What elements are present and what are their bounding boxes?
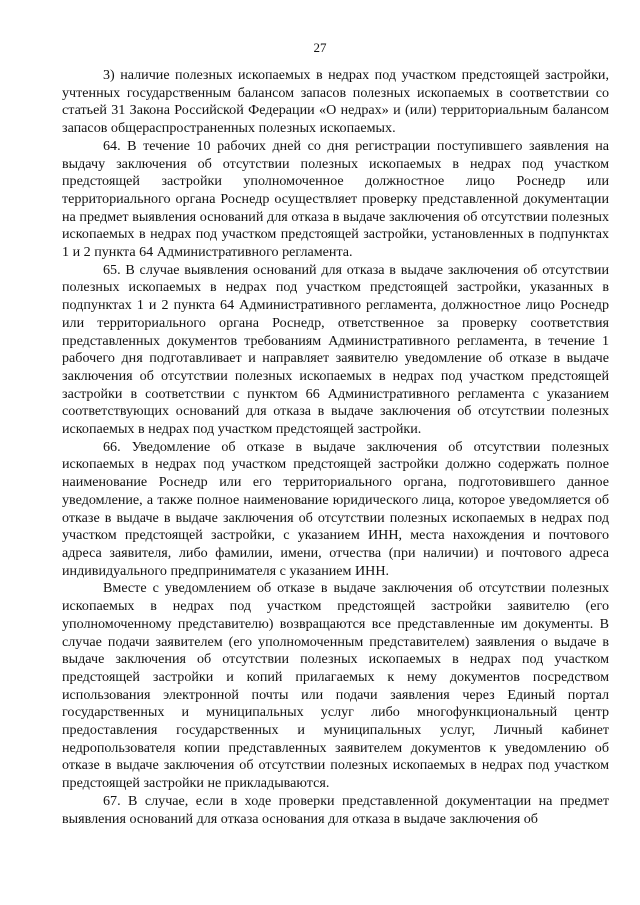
paragraph-65: 65. В случае выявления оснований для отказа в выдаче заключения об отсутствии полезных ископаемых в недрах под участком предстоящей застройки, указанных в подпунктах 1 и 2 пункта 64 Административного регламента, должностное лицо Роснедр или территориального органа Роснедр, ответственное за проверку соответствия представленных документов требованиям Административного регламента, в течение 1 рабочего дня подготавливает и направляет заявителю уведомление об отказе в выдаче заключения об отсутствии полезных ископаемых в недрах под участком предстоящей застройки в соответствии с пунктом 66 Административного регламента с указанием соответствующих оснований для отказа в выдаче заключения об отсутствии полезных ископаемых в недрах под участком предстоящей застройки.: [62, 261, 609, 438]
paragraph-66-continuation: Вместе с уведомлением об отказе в выдаче заключения об отсутствии полезных ископаемых в недрах под участком предстоящей застройки заявителю (его уполномоченному представителю) возвращаются все представленные им документы. В случае подачи заявителем (его уполномоченным представителем) заявления о выдаче в выдаче заключения об отсутствии полезных ископаемых в недрах под участком предстоящей застройки и копий прилагаемых к нему документов посредством использования электронной почты или подачи заявления через Единый портал государственных и муниципальных услуг либо многофункциональный центр предоставления государственных и муниципальных услуг, Личный кабинет недропользователя копии представленных заявителем документов к уведомлению об отказе в выдаче заключения об отсутствии полезных ископаемых в недрах под участком предстоящей застройки не прикладываются.: [62, 580, 609, 792]
paragraph-66: 66. Уведомление об отказе в выдаче заключения об отсутствии полезных ископаемых в недрах под участком предстоящей застройки должно содержать полное наименование Роснедр или его территориального органа, подготовившего данное уведомление, а также полное наименование юридического лица, которое уведомляется об отказе в выдаче в выдаче заключения об отсутствии полезных ископаемых в недрах под участком предстоящей застройки, с указанием ИНН, места нахождения и почтового адреса заявителя, либо фамилии, имени, отчества (при наличии) и почтового адреса индивидуального предпринимателя с указанием ИНН.: [62, 438, 609, 579]
document-body: [62, 67, 609, 828]
page-number: 27: [313, 40, 327, 55]
paragraph-item-3: 3) наличие полезных ископаемых в недрах под участком предстоящей застройки, учтенных государственным балансом запасов полезных ископаемых в соответствии со статьей 31 Закона Российской Федерации «О недрах» и (или) территориальным балансом запасов общераспространенных полезных ископаемых.: [62, 67, 609, 137]
paragraph-64: 64. В течение 10 рабочих дней со дня регистрации поступившего заявления на выдачу заключения об отсутствии полезных ископаемых в недрах под участком предстоящей застройки уполномоченное должностное лицо Роснедр или территориального органа Роснедр осуществляет проверку представленной документации на предмет выявления оснований для отказа в выдаче заключения об отсутствии полезных ископаемых в недрах под участком предстоящей застройки, установленных в подпунктах 1 и 2 пункта 64 Административного регламента.: [62, 137, 609, 261]
paragraph-67: 67. В случае, если в ходе проверки представленной документации на предмет выявления оснований для отказа основания для отказа в выдаче заключения об: [62, 792, 609, 827]
